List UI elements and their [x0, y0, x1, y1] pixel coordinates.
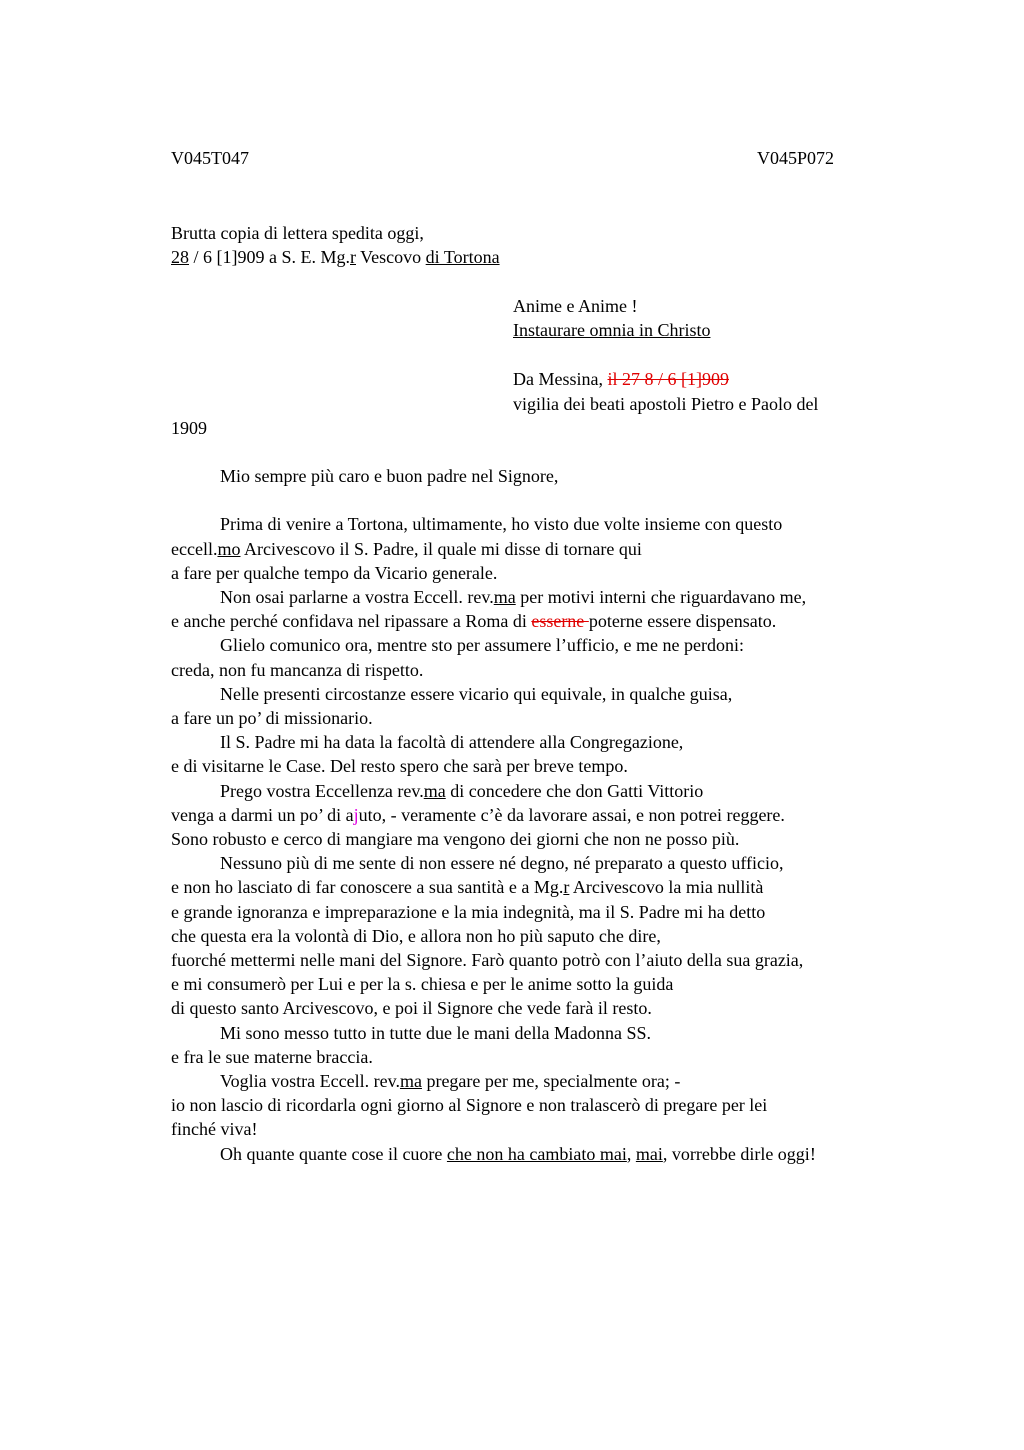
dateline-year: 1909: [171, 418, 207, 438]
document-code-left: V045T047: [171, 148, 249, 168]
heading-date-text: / 6 [1]909 a S. E. Mg.: [189, 247, 350, 267]
struck-word: esserne: [531, 611, 589, 632]
body-line: Prima di venire a Tortona, ultimamente, ho visto due volte insieme con questo: [220, 514, 783, 535]
dateline-line-2: vigilia dei beati apostoli Pietro e Paolo del: [513, 394, 819, 414]
body-line: io non lascio di ricordarla ogni giorno al Signore e non tralascerò di pregare per lei: [171, 1095, 768, 1116]
body-line: Sono robusto e cerco di mangiare ma vengono dei giorni che non ne posso più.: [171, 829, 740, 850]
body-line: Prego vostra Eccellenza rev.ma di concedere che don Gatti Vittorio: [220, 780, 704, 801]
body-line: Non osai parlarne a vostra Eccell. rev.ma per motivi interni che riguardavano me,: [220, 587, 807, 607]
body-line: a fare per qualche tempo da Vicario generale.: [171, 562, 498, 583]
heading-day: 28: [171, 247, 189, 267]
superscript-ma: ma: [423, 780, 446, 801]
body-line: finché viva!: [171, 1119, 258, 1140]
motto-line-2: Instaurare omnia in Christo: [513, 320, 711, 340]
body-line: e mi consumerò per Lui e per la s. chiesa e per le anime sotto la guida: [171, 974, 674, 995]
body-line: eccell.mo Arcivescovo il S. Padre, il quale mi disse di tornare qui: [171, 538, 642, 559]
body-line: Il S. Padre mi ha data la facoltà di attendere alla Congregazione,: [220, 732, 684, 753]
body-line: creda, non fu mancanza di rispetto.: [171, 659, 424, 680]
body-line: Nelle presenti circostanze essere vicario qui equivale, in qualche guisa,: [220, 683, 733, 704]
body-line: Nessuno più di me sente di non essere né degno, né preparato a questo ufficio,: [220, 853, 784, 874]
body-line: Glielo comunico ora, mentre sto per assumere l’ufficio, e me ne perdoni:: [220, 635, 744, 656]
heading-line-2: [171, 245, 500, 269]
body-line: Mi sono messo tutto in tutte due le mani della Madonna SS.: [220, 1022, 651, 1043]
body-line: e di visitarne le Case. Del resto spero che sarà per breve tempo.: [171, 756, 628, 777]
dateline-prefix: Da Messina,: [513, 369, 608, 389]
body-line: e anche perché confidava nel ripassare a Roma di esserne poterne essere dispensato.: [171, 611, 777, 632]
body-line: Voglia vostra Eccell. rev.ma pregare per me, specialmente ora; -: [220, 1071, 681, 1092]
body-line: fuorché mettermi nelle mani del Signore. Farò quanto potrò con l’aiuto della sua grazia,: [171, 950, 804, 971]
heading-line-1: Brutta copia di lettera spedita oggi,: [171, 223, 424, 243]
body-line: e fra le sue materne braccia.: [171, 1046, 373, 1067]
dateline-struck-date: il 27 8 / 6 [1]909: [607, 369, 729, 389]
superscript-mo: mo: [217, 538, 241, 559]
body-line: a fare un po’ di missionario.: [171, 708, 373, 729]
body-line: che questa era la volontà di Dio, e allora non ho più saputo che dire,: [171, 925, 661, 946]
letter-body: [171, 464, 931, 1166]
heading-mgr-superscript: r: [350, 247, 356, 267]
body-line-closing: Oh quante quante cose il cuore che non ha cambiato mai, mai, vorrebbe dirle oggi!: [220, 1143, 816, 1164]
motto-line-1: Anime e Anime !: [513, 296, 638, 316]
salutation: Mio sempre più caro e buon padre nel Signore,: [220, 466, 559, 486]
body-line: di questo santo Arcivescovo, e poi il Signore che vede farà il resto.: [171, 998, 652, 1019]
body-line: e non ho lasciato di far conoscere a sua santità e a Mg.r Arcivescovo la mia nullità: [171, 877, 764, 898]
body-line: e grande ignoranza e impreparazione e la mia indegnità, ma il S. Padre mi ha detto: [171, 901, 766, 922]
highlighted-letter: j: [353, 804, 359, 825]
document-code-right: V045P072: [757, 148, 835, 168]
heading-place: di Tortona: [425, 247, 500, 267]
dateline-line-1: [513, 367, 729, 391]
body-line: venga a darmi un po’ di ajuto, - veramente c’è da lavorare assai, e non potrei reggere.: [171, 804, 785, 825]
superscript-ma: ma: [493, 587, 516, 607]
superscript-ma: ma: [399, 1071, 422, 1092]
underlined-word: mai: [635, 1143, 663, 1164]
underlined-phrase: che non ha cambiato mai: [446, 1143, 627, 1164]
heading-mid-text: Vescovo: [356, 247, 426, 267]
superscript-r: r: [563, 877, 570, 898]
